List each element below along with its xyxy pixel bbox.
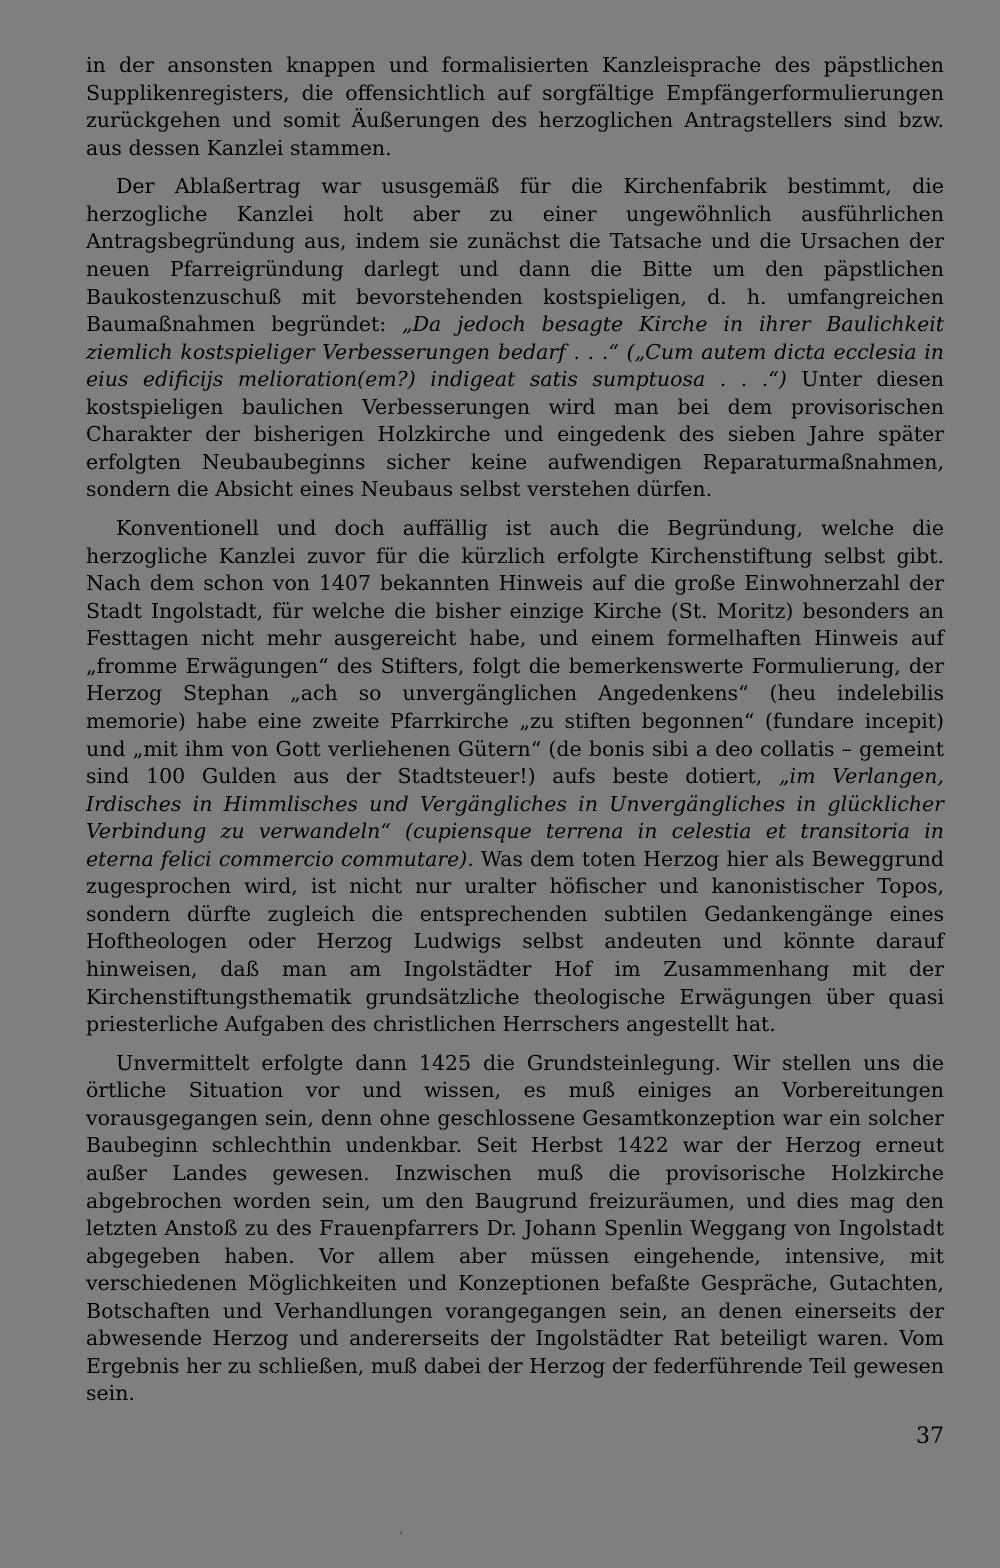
paragraph bbox=[86, 1050, 944, 1408]
text-run: Was dem toten Herzog hier als Beweggrund zugesprochen wird, ist nicht nur uralter höfischer und kanonistischer Topos, sondern dürfte zugleich die entsprechenden subtilen Gedankengänge eines Hoftheologen oder Herzog Ludwigs selbst andeuten und könnte darauf hinweisen, daß man am Ingolstädter Hof im Zusammenhang mit der Kirchenstiftungsthematik grundsätzliche theologische Erwägungen über quasi priesterliche Aufgaben des christlichen Herrschers angestellt hat. bbox=[86, 846, 944, 1037]
text-run: Unvermittelt erfolgte dann 1425 die Grundsteinlegung. Wir stellen uns die örtliche Situation vor und wissen, es muß einiges an Vorbereitungen vorausgegangen sein, denn ohne geschlossene Gesamtkonzeption war ein solcher Baubeginn schlechthin undenkbar. Seit Herbst 1422 war der Herzog erneut außer Landes gewesen. Inzwischen muß die provisorische Holzkirche abgebrochen worden sein, um den Baugrund freizuräumen, und dies mag den letzten Anstoß zu des Frauenpfarrers Dr. Johann Spenlin Weggang von Ingolstadt abgegeben haben. Vor allem aber müssen eingehende, intensive, mit verschiedenen Möglichkeiten und Konzeptionen befaßte Gespräche, Gutachten, Botschaften und Verhandlungen vorangegangen sein, an denen einerseits der abwesende Herzog und andererseits der Ingolstädter Rat beteiligt waren. Vom Ergebnis her zu schließen, muß dabei der Herzog der federführende Teil gewesen sein. bbox=[86, 1050, 944, 1406]
italic-quote: „im Verlangen, Irdisches in Himmlisches und Vergängliches in Unvergängliches in glücklicher Verbindung zu verwandeln“ (cupiensque terrena in celestia et transitoria in eterna felici commercio commutare). bbox=[86, 764, 944, 871]
text-run: Der Ablaßertrag war ususgemäß für die Kirchenfabrik bestimmt, die herzogliche Kanzlei holt aber zu einer ungewöhnlich ausführlichen Antragsbegründung aus, indem sie zunächst die Tatsache und die Ursachen der neuen Pfarreigründung darlegt und dann die Bitte um den päpstlichen Baukostenzuschuß mit bevorstehenden kostspieligen, d. h. umfangreichen Baumaßnahmen begründet: bbox=[86, 174, 944, 337]
text-run: in der ansonsten knappen und formalisierten Kanzleisprache des päpstlichen Supplikenregisters, die offensichtlich auf sorgfältige Empfängerformulierungen zurückgehen und somit Äußerungen des herzoglichen Antragstellers sind bzw. aus dessen Kanzlei stammen. bbox=[86, 53, 944, 160]
scan-speck bbox=[400, 1532, 402, 1534]
italic-quote: „Da jedoch besagte Kirche in ihrer Baulichkeit ziemlich kostspieliger Verbesserungen bedarf . . .“ („Cum autem dicta ecclesia in eius edificijs melioration(em?) indigeat satis sumptuosa . . .“) bbox=[86, 312, 945, 392]
page-number: 37 bbox=[916, 1424, 944, 1449]
paragraph bbox=[86, 52, 944, 162]
text-run: Konventionell und doch auffällig ist auch die Begründung, welche die herzogliche Kanzlei zuvor für die kürzlich erfolgte Kirchenstiftung selbst gibt. Nach dem schon von 1407 bekannten Hinweis auf die große Einwohnerzahl der Stadt Ingolstadt, für welche die bisher einzige Kirche (St. Moritz) besonders an Festtagen nicht mehr ausgereicht habe, und einem formelhaften Hinweis auf „fromme Erwägungen“ des Stifters, folgt die bemerkenswerte Formulierung, der Herzog Stephan „ach so unvergänglichen Angedenkens“ (heu indelebilis memorie) habe eine zweite Pfarrkirche „zu stiften begonnen“ (fundare incepit) und „mit ihm von Gott verliehenen Gütern“ (de bonis sibi a deo collatis – gemeint sind 100 Gulden aus der Stadtsteuer!) aufs beste dotiert, bbox=[86, 516, 944, 789]
paragraph bbox=[86, 173, 944, 504]
page-body bbox=[86, 52, 944, 1408]
text-run: Unter diesen kostspieligen baulichen Verbesserungen wird man bei dem provisorischen Charakter der bisherigen Holzkirche und eingedenk des sieben Jahre später erfolgten Neubaubeginns sicher keine aufwendigen Reparaturmaßnahmen, sondern die Absicht eines Neubaus selbst verstehen dürfen. bbox=[86, 367, 944, 502]
paragraph bbox=[86, 515, 944, 1039]
